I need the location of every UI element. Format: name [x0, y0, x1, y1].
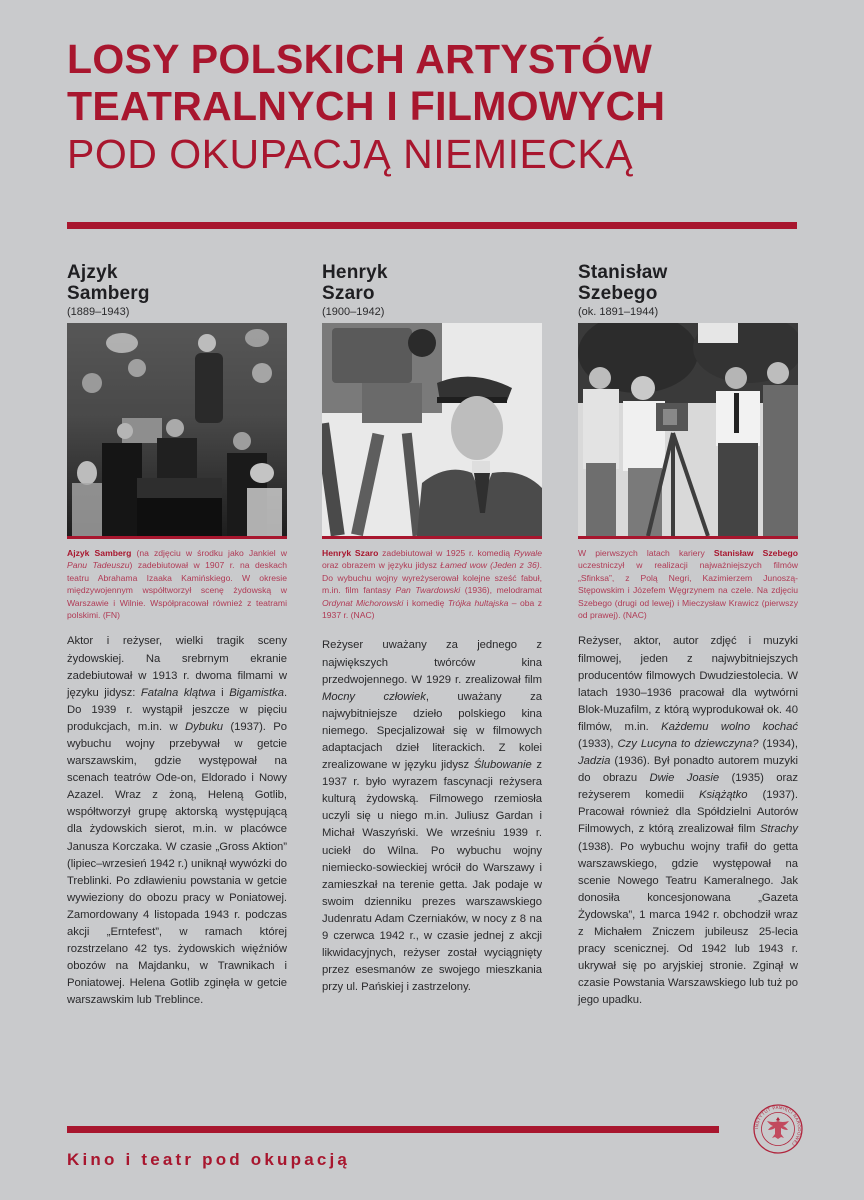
- film-title: Dybuku: [185, 720, 224, 733]
- bio-text: z 1937 r. było wyrazem fascynacji reżysera kulturą żydowską. Filmowego rzemiosła uczyli się u niego m.in. Juliusz Gardan i Michał Waszyński. We wrześniu 1939 r. uciekł do Wilna. Po wybuchu wojny niemiecko-sowieckiej wrócił do Warszawy i zamieszkał na terenie getta. Jak podaje w swoim dzienniku prezes warszawskiego Judenratu Adam Czerniaków, w nocy z 8 na 9 czerwca 1942 r., w czasie jednej z akcji likwidacyjnych, reżyser został wyciągnięty przez esesmanów ze swojego mieszkania przy ul. Pańskiej i zastrzelony.: [322, 759, 543, 994]
- film-title: Dwie Joasie: [649, 772, 720, 785]
- film-title: Bigamistka: [229, 686, 284, 699]
- bio-text: (1934),: [758, 738, 798, 750]
- artist-dates: (ok. 1891–1944): [578, 306, 659, 318]
- film-title: Książątko: [698, 789, 748, 802]
- caption-name: Henryk Szaro: [322, 548, 379, 558]
- artist-column-szebego: [578, 262, 798, 1010]
- bio-text: (1938). Po wybuchu wojny trafił do getta warszawskiego, gdzie występował na scenie Nowego Teatru Kameralnego. Jak donosiła koncesjonowana „Gazeta Żydowska”, 1 marca 1942 r. obchodził wraz z Michałem Zniczem jubileusz 25-lecia pracy scenicznej. Od 1942 lub 1943 r. ukrywał się po aryjskiej stronie. Zginął w czasie Powstania Warszawskiego lub tuż po jego upadku.: [578, 840, 798, 1007]
- bio-text: , uważany za najwybitniejsze dzieło polskiego kina niemego. Specjalizował się w filmowych adaptacjach dzieł literackich. Z kolei zrealizowane w języku jidysz: [322, 690, 542, 772]
- photo-underline: [322, 536, 542, 539]
- photo-underline: [67, 536, 287, 539]
- caption-text: i komedię: [403, 597, 448, 608]
- film-title: Mocny człowiek: [322, 690, 426, 703]
- series-title: Kino i teatr pod okupacją: [67, 1150, 351, 1169]
- artist-first-name: Henryk: [322, 262, 388, 283]
- caption-text: oraz obrazem w języku jidysz: [322, 560, 441, 571]
- page-title: [67, 36, 807, 178]
- bio-text: Reżyser uważany za jednego z największych twórców kina przedwojennego. W 1929 r. zrealizował film: [322, 639, 542, 686]
- artist-bio: [67, 633, 287, 1009]
- bio-text: Aktor i reżyser, wielki tragik sceny żydowskiej. Na srebrnym ekranie zadebiutował w 1913 r. dwoma filmami w języku jidysz:: [67, 635, 287, 699]
- artist-bio: [578, 633, 798, 1009]
- photo-underline: [578, 536, 798, 539]
- film-title: Strachy: [760, 823, 798, 836]
- caption-name: Ajzyk Samberg: [67, 548, 132, 558]
- caption-text: . Do wybuchu wojny wyreżyserował kolejne sześć fabuł, m.in. film fantasy: [322, 560, 542, 596]
- bio-text: (1935) oraz reżyserem komedii: [578, 772, 798, 802]
- seal-text: INSTYTUT PAMIĘCI NARODOWEJ: [753, 1104, 803, 1147]
- artist-first-name: Stanisław: [578, 262, 668, 283]
- man-with-film-camera-photo: [322, 323, 542, 536]
- caption-name: Stanisław Szebego: [713, 548, 798, 558]
- film-title: Czy Lucyna to dziewczyna?: [617, 738, 759, 750]
- film-still-crowd-photo: [67, 323, 287, 536]
- film-crew-outdoor-photo: [578, 323, 798, 536]
- bottom-divider: [67, 1126, 719, 1133]
- artist-last-name: Samberg: [67, 283, 150, 304]
- film-title: Ślubowanie: [473, 759, 532, 772]
- bio-text: i: [215, 686, 230, 699]
- photo-caption: [578, 547, 798, 621]
- ipn-seal-icon: [752, 1103, 804, 1155]
- artist-dates: (1900–1942): [322, 306, 385, 318]
- film-title: Każdemu wolno kochać: [661, 720, 798, 733]
- artist-column-szaro: [322, 262, 542, 996]
- caption-title: Ordynat Michorowski: [322, 597, 404, 608]
- top-divider: [67, 222, 797, 229]
- artist-column-samberg: [67, 262, 287, 1010]
- bio-text: Reżyser, aktor, autor zdjęć i muzyki filmowej, jeden z najwybitniejszych producentów filmowych Dwudziestolecia. W latach 1930–1936 pracował dla wytwórni Blok-Muzafilm, z którą wyprodukował ok. 40 filmów, m.in.: [578, 635, 798, 733]
- artist-first-name: Ajzyk: [67, 262, 118, 283]
- bio-text: (1937). Pracował również dla Spółdzielni Autorów Filmowych, z którą zrealizował film: [578, 789, 798, 836]
- bio-text: (1936). Był ponadto autorem muzyki do obrazu: [578, 755, 798, 785]
- page-subtitle: POD OKUPACJĄ NIEMIECKĄ: [67, 131, 634, 177]
- caption-text: W pierwszych latach kariery: [578, 548, 714, 558]
- bio-text: (1933),: [578, 738, 618, 750]
- artist-last-name: Szebego: [578, 283, 658, 304]
- bio-text: . Do 1939 r. wystąpił jeszcze w pięciu produkcjach, m.in. w: [67, 686, 288, 733]
- artist-last-name: Szaro: [322, 283, 375, 304]
- caption-text: zadebiutował w 1925 r. komedią: [378, 548, 514, 558]
- caption-title: Panu Tadeuszu: [67, 560, 130, 571]
- caption-title: Łamed wow (Jeden z 36): [440, 560, 540, 571]
- caption-text: uczestniczył w realizacji najważniejszych filmów „Sfinksa”, z Polą Negri, Kazimierzem Junoszą-Stępowskim i Józefem Węgrzynem na czele. Na zdjęciu Szebego (drugi od lewej) i Mieczysław Krawicz (pierwszy od prawej). (NAC): [578, 560, 798, 621]
- caption-text: – oba z 1937 r. (NAC): [322, 597, 543, 621]
- caption-text: ) zadebiutował w 1907 r. na deskach teatru Abrahama Izaaka Kamińskiego. W okresie międzywojennym współtworzył scenę żydowską w Warszawie i Wilnie. Współpracował również z teatrami polskimi. (FN): [67, 560, 287, 621]
- photo-caption: [67, 547, 287, 621]
- artist-bio: [322, 637, 542, 996]
- photo-caption: [322, 547, 542, 621]
- caption-title: Pan Twardowski: [395, 585, 461, 596]
- title-line-1: LOSY POLSKICH ARTYSTÓW: [67, 36, 653, 82]
- caption-text: (1936), melodramat: [460, 585, 542, 596]
- caption-title: Rywale: [513, 548, 542, 558]
- film-title: Fatalna klątwa: [140, 686, 216, 699]
- film-title: Jadzia: [578, 755, 611, 768]
- title-line-2: TEATRALNYCH I FILMOWYCH: [67, 83, 666, 129]
- caption-text: (na zdjęciu w środku jako Jankiel w: [131, 548, 287, 558]
- bio-text: (1937). Po wybuchu wojny przebywał w getcie warszawskim, gdzie występował na scenach teatrów Ode-on, Eldorado i Nowy Azazel. Wraz z żoną, Heleną Gotlib, współtworzył grupę aktorską występującą dla żydowskich sierot, m.in. w placówce Janusza Korczaka. W czasie „Gross Aktion” (lipiec–wrzesień 1942 r.) uniknął wywózki do Treblinki. Po zdławieniu powstania w getcie wywieziony do obozu pracy w Poniatowej. Zamordowany 4 listopada 1943 r. podczas akcji „Erntefest”, w ramach której rozstrzelano 42 tys. żydowskich więźniów obozów na Majdanku, w Trawnikach i Poniatowej. Helena Gotlib zginęła w getcie warszawskim lub Treblince.: [67, 720, 288, 1007]
- caption-title: Trójka hultajska: [447, 597, 509, 608]
- artist-dates: (1889–1943): [67, 306, 130, 318]
